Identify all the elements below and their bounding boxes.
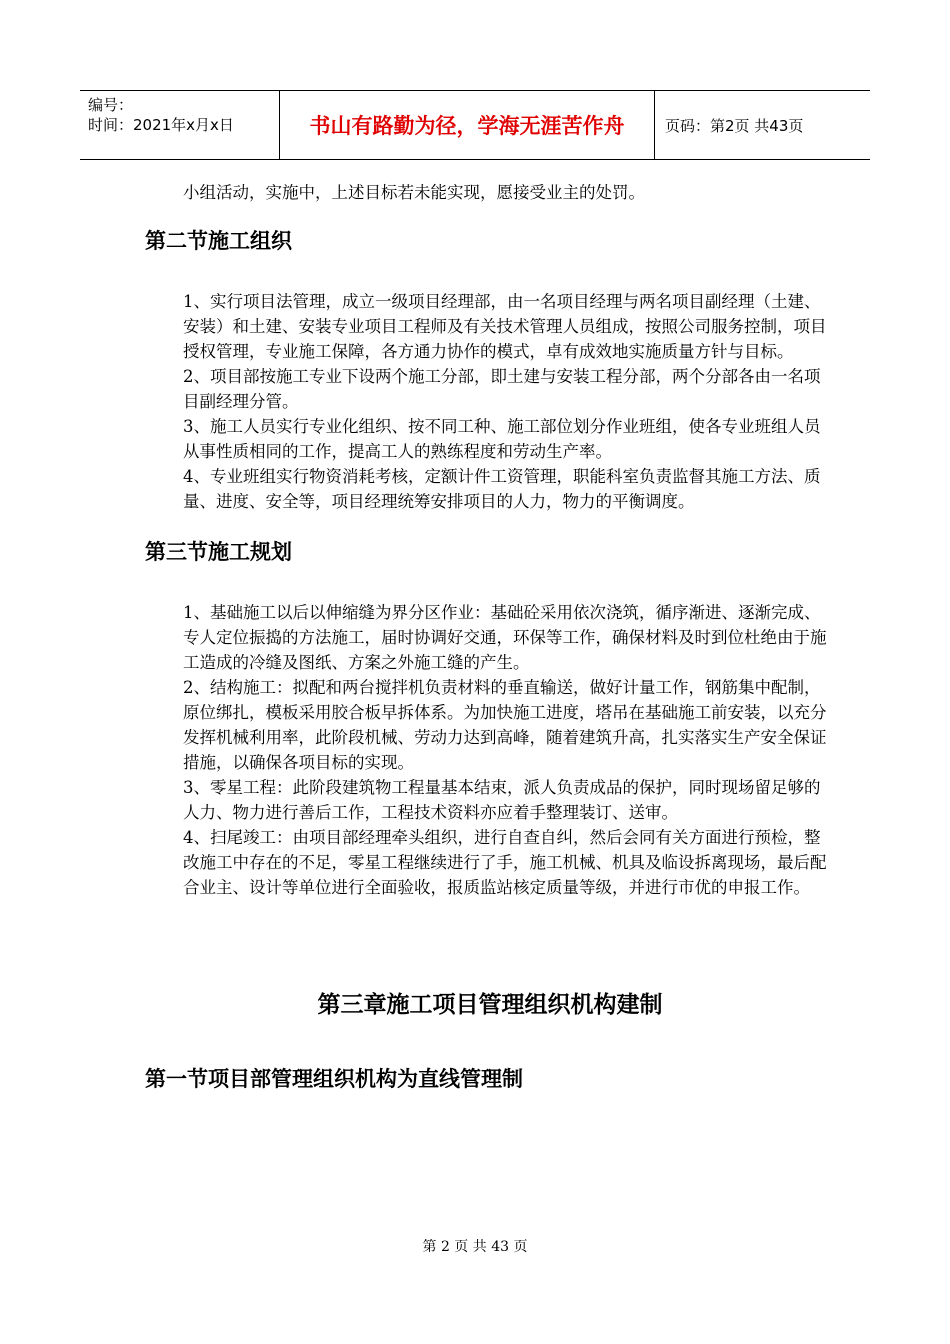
intro-line: 小组活动，实施中，上述目标若未能实现，愿接受业主的处罚。 bbox=[183, 183, 645, 202]
section-3-list bbox=[145, 600, 835, 900]
header-meta-cell bbox=[80, 91, 280, 159]
section-3-item-4: 4、扫尾竣工：由项目部经理牵头组织，进行自查自纠，然后会同有关方面进行预检，整改施工中存在的不足，零星工程继续进行了手，施工机械、机具及临设拆离现场，最后配合业主、设计等单位进行全面验收，报质监站核定质量等级，并进行市优的申报工作。 bbox=[183, 828, 827, 897]
motto-text: 书山有路勤为径，学海无涯苦作舟 bbox=[309, 114, 625, 138]
header-page-cell bbox=[655, 91, 870, 159]
section-2-title: 第二节施工组织 bbox=[145, 229, 292, 253]
number-label: 编号： bbox=[88, 96, 134, 114]
section-3-item-3: 3、零星工程：此阶段建筑物工程量基本结束，派人负责成品的保护，同时现场留足够的人力、物力进行善后工作，工程技术资料亦应着手整理装订、送审。 bbox=[183, 778, 821, 822]
section-1-title: 第一节项目部管理组织机构为直线管理制 bbox=[145, 1067, 523, 1091]
section-2-item-4: 4、专业班组实行物资消耗考核，定额计件工资管理，职能科室负责监督其施工方法、质量、进度、安全等，项目经理统筹安排项目的人力，物力的平衡调度。 bbox=[183, 467, 821, 511]
section-2-item-2: 2、项目部按施工专业下设两个施工分部，即土建与安装工程分部，两个分部各由一名项目副经理分管。 bbox=[183, 367, 821, 411]
page-info: 页码：第2页 共43页 bbox=[665, 116, 804, 135]
footer-page-number: 第 2 页 共 43 页 bbox=[422, 1239, 528, 1255]
chapter-3-title: 第三章施工项目管理组织机构建制 bbox=[317, 992, 663, 1018]
section-3-item-1: 1、基础施工以后以伸缩缝为界分区作业：基础砼采用依次浇筑，循序渐进、逐渐完成、专人定位振捣的方法施工，届时协调好交通，环保等工作，确保材料及时到位杜绝由于施工造成的冷缝及图纸、方案之外施工缝的产生。 bbox=[183, 603, 827, 672]
section-3-item-2: 2、结构施工：拟配和两台搅拌机负责材料的垂直输送，做好计量工作，钢筋集中配制，原位绑扎，模板采用胶合板早拆体系。为加快施工进度，塔吊在基础施工前安装，以充分发挥机械利用率，此阶段机械、劳动力达到高峰，随着建筑升高，扎实落实生产安全保证措施，以确保各项目标的实现。 bbox=[183, 678, 827, 772]
section-2-item-1: 1、实行项目法管理，成立一级项目经理部，由一名项目经理与两名项目副经理（土建、安装）和土建、安装专业项目工程师及有关技术管理人员组成，按照公司服务控制，项目授权管理，专业施工保障，各方通力协作的模式，卓有成效地实施质量方针与目标。 bbox=[183, 292, 827, 361]
section-3-title: 第三节施工规划 bbox=[145, 540, 292, 564]
page-footer bbox=[0, 1236, 950, 1256]
header-motto-cell bbox=[280, 91, 655, 159]
section-2-item-3: 3、施工人员实行专业化组织、按不同工种、施工部位划分作业班组，使各专业班组人员从事性质相同的工作，提高工人的熟练程度和劳动生产率。 bbox=[183, 417, 821, 461]
time-label: 时间：2021年x月x日 bbox=[88, 116, 234, 134]
page-header bbox=[80, 90, 870, 160]
document-body bbox=[145, 180, 835, 1093]
section-2-list bbox=[145, 289, 835, 514]
